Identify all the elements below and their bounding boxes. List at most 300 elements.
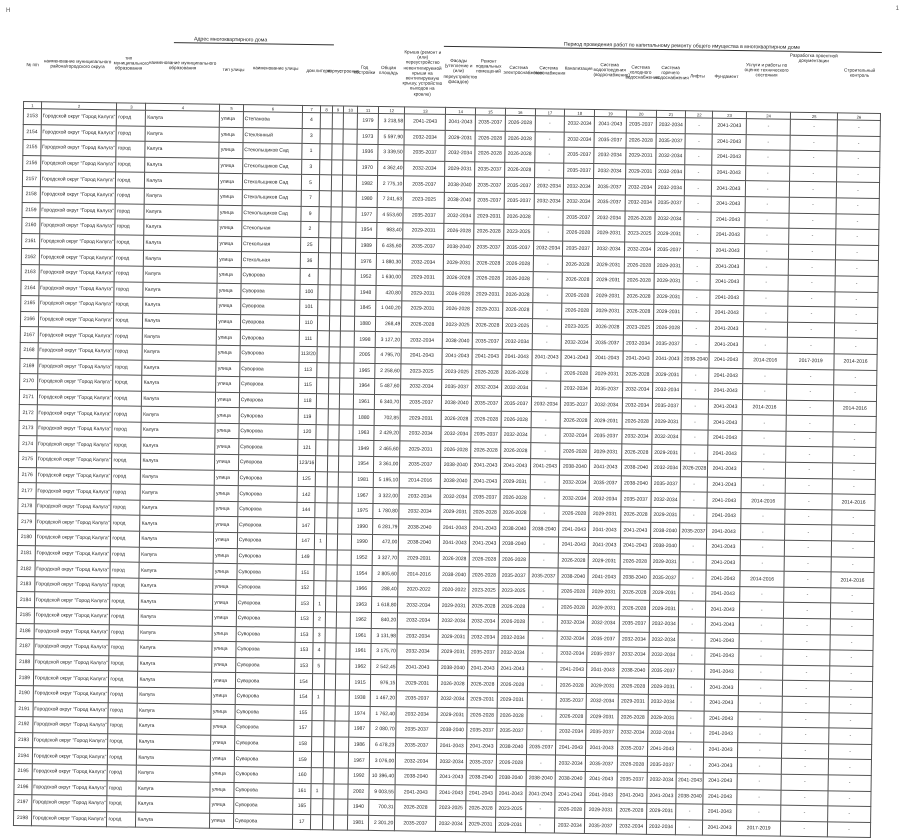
table-cell: улица [217, 267, 241, 283]
table-cell: 2026-2028 [502, 365, 532, 381]
table-cell: 2026-2028 [653, 320, 683, 336]
header-supervision: Строительный контроль [844, 67, 876, 79]
table-cell [339, 409, 353, 425]
table-cell: город [113, 359, 142, 375]
table-cell [335, 706, 349, 722]
table-cell: - [829, 681, 872, 697]
table-cell [341, 300, 355, 316]
table-cell: - [739, 649, 784, 665]
table-cell [323, 737, 335, 753]
table-cell: 2041-2043 [705, 679, 739, 695]
table-cell: 4 362,40 [378, 160, 404, 176]
table-cell: 2029-2031 [654, 258, 684, 274]
table-cell: 2035-2037 [647, 757, 677, 773]
table-cell: - [737, 742, 782, 758]
table-cell: 2032-2034 [651, 492, 681, 508]
table-cell: 2038-2040 [676, 788, 703, 804]
table-cell: 2041-2043 [623, 351, 653, 367]
table-cell: - [783, 681, 830, 697]
table-cell [319, 222, 331, 238]
table-cell [339, 456, 353, 472]
table-cell: 2190 [15, 685, 33, 701]
table-cell: - [830, 666, 873, 682]
table-cell: 420,80 [376, 285, 402, 301]
table-cell: 2032-2034 [655, 180, 685, 196]
table-cell: 2026-2028 [503, 271, 533, 287]
table-cell: 2041-2043 [555, 787, 585, 803]
table-cell: 2163 [21, 264, 39, 280]
table-cell: город [111, 515, 140, 531]
table-cell: - [831, 541, 874, 557]
table-cell [319, 191, 331, 207]
table-cell: 2 080,70 [370, 722, 396, 738]
table-cell: 2041-2043 [401, 348, 442, 364]
table-cell: 2023-2025 [623, 320, 653, 336]
table-cell: 3 [302, 159, 321, 175]
table-cell: 2041-2043 [706, 555, 740, 571]
table-cell: 2041-2043 [525, 786, 555, 802]
column-number: 26 [837, 113, 880, 121]
table-cell: 2035-2037 [590, 428, 622, 444]
table-cell: 2029-2031 [465, 816, 495, 832]
table-cell: 3 127,20 [376, 332, 402, 348]
header-street-type: тип улицы [222, 66, 245, 73]
table-cell: - [789, 244, 836, 260]
table-cell: - [836, 182, 879, 198]
table-cell: - [836, 229, 879, 245]
table-cell: 2041-2043 [653, 351, 683, 367]
column-number: 12 [379, 107, 405, 114]
table-cell: 2032-2034 [531, 396, 561, 412]
table-cell: 2026-2028 [502, 302, 532, 318]
table-cell: 2041-2043 [711, 243, 745, 259]
column-number: 25 [791, 112, 838, 120]
table-cell: 2026-2028 [474, 224, 504, 240]
table-cell: 2041-2043 [704, 711, 738, 727]
table-cell: 1987 [349, 721, 371, 737]
table-cell [326, 534, 338, 550]
table-cell: 2038-2040 [496, 739, 526, 755]
table-cell [338, 487, 352, 503]
table-cell [318, 284, 330, 300]
table-cell: 472,00 [373, 534, 399, 550]
table-cell: 1961 [353, 394, 375, 410]
table-cell: город [108, 765, 137, 781]
table-cell [330, 269, 342, 285]
table-cell: - [530, 428, 560, 444]
table-cell: 2041-2043 [712, 149, 746, 165]
table-cell: 2038-2040 [442, 333, 472, 349]
table-cell: - [785, 493, 832, 509]
table-cell: 2038-2040 [526, 771, 556, 787]
table-cell: 2026-2028 [624, 257, 654, 273]
table-cell [322, 815, 334, 831]
table-cell: 2032-2034 [444, 208, 474, 224]
table-cell [312, 736, 324, 752]
table-cell [315, 487, 327, 503]
table-cell: улица [210, 782, 234, 798]
table-cell: 2029-2031 [618, 694, 648, 710]
table-cell: - [530, 490, 560, 506]
table-cell: улица [215, 423, 239, 439]
table-cell: 2026-2028 [500, 505, 530, 521]
table-cell: 2041-2043 [703, 773, 737, 789]
table-cell: 2026-2028 [497, 708, 527, 724]
table-cell: 2 542,45 [371, 659, 397, 675]
table-cell: 2041-2043 [712, 118, 746, 134]
table-cell: 2035-2037 [648, 663, 678, 679]
table-cell: - [679, 554, 706, 570]
table-cell: улица [211, 751, 235, 767]
table-cell [314, 580, 326, 596]
table-cell: 2041-2043 [530, 459, 560, 475]
table-cell: Городской округ "Город Калуга" [31, 810, 107, 827]
table-cell [318, 300, 330, 316]
table-cell: - [525, 802, 555, 818]
table-cell: 2026-2028 [469, 598, 499, 614]
table-cell [326, 518, 338, 534]
table-cell [326, 581, 338, 597]
table-cell: Калуга [141, 422, 215, 439]
table-cell: 2032-2034 [399, 504, 440, 520]
table-cell [320, 175, 332, 191]
table-cell: 2194 [14, 748, 32, 764]
table-cell: Суворова [234, 798, 293, 814]
table-cell: - [530, 443, 560, 459]
table-cell: 2041-2043 [470, 458, 500, 474]
table-cell: Калуга [145, 157, 219, 174]
table-cell: улица [220, 111, 244, 127]
table-cell: улица [212, 673, 236, 689]
column-number: 16 [505, 108, 535, 115]
table-cell: 2 465,60 [374, 441, 400, 457]
table-cell: - [530, 474, 560, 490]
table-cell: 2035-2037 [564, 147, 594, 163]
table-cell: - [836, 213, 879, 229]
table-cell: 2041-2043 [706, 586, 740, 602]
table-cell: - [526, 724, 556, 740]
table-cell [320, 113, 332, 129]
header-electric: Система электроснабжения [503, 64, 544, 76]
table-cell: 2026-2028 [439, 551, 469, 567]
table-cell: - [679, 601, 706, 617]
table-cell: 2038-2040 [439, 567, 469, 583]
table-cell: - [527, 693, 557, 709]
table-cell: Суворова [234, 766, 293, 782]
table-cell: - [739, 602, 784, 618]
table-cell: 2035-2037 [652, 398, 682, 414]
table-cell: 2026-2028 [496, 755, 526, 771]
table-cell: 2041-2043 [704, 726, 738, 742]
table-cell: 2029-2031 [445, 161, 475, 177]
table-cell: 2032-2034 [498, 645, 528, 661]
table-cell: 2014-2016 [743, 353, 788, 369]
table-cell: 2029-2031 [625, 164, 655, 180]
table-cell: - [742, 430, 787, 446]
table-cell: - [679, 570, 706, 586]
table-cell: - [737, 727, 782, 743]
table-cell: Городской округ "Город Калуга" [37, 389, 113, 406]
table-cell: 2026-2028 [473, 271, 503, 287]
table-cell: 2175 [18, 452, 36, 468]
table-cell: Калуга [143, 313, 217, 330]
table-cell: 2041-2043 [617, 787, 647, 803]
table-cell: 2038-2040 [496, 770, 526, 786]
table-cell: - [531, 381, 561, 397]
table-cell: 2038-2040 [618, 663, 648, 679]
table-cell: - [741, 462, 786, 478]
table-cell: Калуга [137, 750, 211, 767]
table-cell: 2032-2034 [396, 706, 437, 722]
table-cell: 120 [298, 424, 317, 440]
table-cell: 2032-2034 [587, 615, 619, 631]
table-cell: Городской округ "Город Калуга" [31, 795, 107, 812]
table-cell: - [683, 320, 710, 336]
table-cell: 3 175,70 [371, 644, 397, 660]
table-cell: 4 [302, 112, 321, 128]
table-cell: 2026-2028 [501, 412, 531, 428]
table-cell: 113 [299, 362, 318, 378]
table-cell: улица [211, 704, 235, 720]
table-cell: 2026-2028 [559, 553, 589, 569]
table-cell: - [837, 135, 880, 151]
header-hot-water: Система горячего водоснабжения [655, 64, 689, 81]
table-cell: 3 [313, 627, 325, 643]
table-cell: - [531, 412, 561, 428]
table-cell: 1990 [351, 534, 373, 550]
table-cell: город [116, 157, 145, 173]
table-cell: Суворова [234, 782, 293, 798]
table-cell: 2032-2034 [622, 398, 652, 414]
table-cell: 2029-2031 [648, 679, 678, 695]
table-cell: улица [216, 392, 240, 408]
table-cell: 2026-2028 [559, 506, 589, 522]
table-cell: 2026-2028 [619, 600, 649, 616]
table-cell: 1967 [348, 752, 370, 768]
table-cell: 1962 [350, 659, 372, 675]
table-cell: 2032-2034 [401, 379, 442, 395]
table-cell [337, 581, 351, 597]
table-cell: улица [218, 205, 242, 221]
table-cell: 1989 [355, 238, 377, 254]
table-cell: 2038-2040 [499, 536, 529, 552]
table-cell: 2032-2034 [564, 132, 594, 148]
table-cell [338, 534, 352, 550]
table-cell: 4 795,70 [375, 347, 401, 363]
table-cell: 1954 [356, 222, 378, 238]
table-cell: 2029-2031 [653, 289, 683, 305]
table-cell: Калуга [138, 687, 212, 704]
table-cell: Суворова [239, 408, 298, 424]
table-cell: 2035-2037 [653, 336, 683, 352]
table-cell [313, 674, 325, 690]
table-cell [342, 207, 356, 223]
header-water-disposal: Система водоотведения (водоснабжение) [593, 62, 630, 78]
table-cell: 2041-2043 [620, 522, 650, 538]
table-cell: улица [214, 532, 238, 548]
table-cell: - [787, 400, 834, 416]
table-cell: 2041-2043 [587, 662, 619, 678]
table-cell: - [738, 696, 783, 712]
table-cell: 2032-2034 [439, 613, 469, 629]
table-cell: 2153 [23, 109, 41, 125]
table-cell: 2041-2043 [708, 414, 742, 430]
table-cell [335, 752, 349, 768]
table-cell: - [736, 805, 781, 821]
table-cell: 1 [312, 690, 324, 706]
page-corner-code: Н [6, 8, 11, 14]
table-cell: 1949 [353, 441, 375, 457]
table-cell: - [683, 274, 710, 290]
table-cell: улица [217, 283, 241, 299]
table-cell: 2035-2037 [404, 176, 445, 192]
table-cell: 2041-2043 [557, 662, 587, 678]
table-cell [338, 518, 352, 534]
table-cell: 2026-2028 [621, 444, 651, 460]
table-cell [312, 752, 324, 768]
table-cell: 2032-2034 [594, 163, 626, 179]
table-cell: 2029-2031 [650, 554, 680, 570]
table-cell [327, 487, 339, 503]
table-cell: 2032-2034 [396, 753, 437, 769]
table-cell: 2184 [17, 592, 35, 608]
table-cell: - [786, 431, 833, 447]
table-cell: 2 805,60 [372, 566, 398, 582]
table-cell: 3 076,00 [370, 753, 396, 769]
table-cell: - [679, 617, 706, 633]
table-cell: 2170 [20, 374, 38, 390]
table-cell: 2041-2043 [712, 181, 746, 197]
table-cell: 2026-2028 [556, 709, 586, 725]
table-cell: 1980 [356, 191, 378, 207]
table-cell: 2159 [22, 202, 40, 218]
table-cell: - [743, 321, 788, 337]
table-cell: 983,40 [377, 223, 403, 239]
table-cell: Городской округ "Город Калуга" [38, 311, 114, 328]
table-cell: 2035-2037 [468, 645, 498, 661]
table-cell: 2029-2031 [402, 285, 443, 301]
table-cell: 2023-2025 [403, 192, 444, 208]
table-cell: 2026-2028 [623, 366, 653, 382]
table-cell: 3 218,58 [379, 113, 405, 129]
table-cell: Городской округ "Город Калуга" [37, 374, 113, 391]
table-cell: 2176 [18, 467, 36, 483]
table-cell: Суворова [235, 720, 294, 736]
table-cell [312, 705, 324, 721]
table-cell: 9 [301, 206, 320, 222]
table-cell: - [744, 290, 789, 306]
table-cell: 4 553,60 [377, 207, 403, 223]
table-cell: Калуга [144, 204, 218, 221]
table-cell: 1880 [353, 409, 375, 425]
table-cell: - [832, 479, 875, 495]
table-cell: 2032-2034 [616, 819, 646, 835]
table-cell [331, 160, 343, 176]
table-cell: 2029-2031 [649, 601, 679, 617]
table-cell: - [737, 789, 782, 805]
table-cell: 157 [294, 721, 313, 737]
table-cell: - [830, 650, 873, 666]
table-cell: - [786, 478, 833, 494]
table-cell: 2026-2028 [625, 211, 655, 227]
table-cell: Калуга [139, 562, 213, 579]
table-cell: 1948 [355, 285, 377, 301]
table-cell: город [109, 656, 138, 672]
table-cell: - [790, 197, 837, 213]
table-cell: 2035-2037 [395, 816, 436, 832]
table-cell: город [111, 546, 140, 562]
table-cell: 2035-2037 [504, 178, 534, 194]
table-cell: 2041-2043 [709, 383, 743, 399]
table-cell: 2026-2028 [620, 554, 650, 570]
table-cell: 2032-2034 [501, 380, 531, 396]
table-cell: 2026-2028 [592, 319, 624, 335]
table-cell: улица [217, 330, 241, 346]
table-cell: 2014-2016 [832, 494, 875, 510]
table-cell: - [832, 463, 875, 479]
column-number: 20 [626, 110, 656, 117]
table-cell: 118 [298, 393, 317, 409]
table-cell: - [678, 648, 705, 664]
table-cell: 2017-2019 [787, 353, 834, 369]
table-cell: 2035-2037 [471, 396, 501, 412]
table-cell: - [528, 583, 558, 599]
table-cell: 2026-2028 [471, 411, 501, 427]
table-cell: Городской округ "Город Калуга" [40, 171, 116, 188]
table-cell: 2032-2034 [533, 240, 563, 256]
table-cell: 2029-2031 [473, 286, 503, 302]
table-cell: 2041-2043 [559, 537, 589, 553]
table-cell [328, 394, 340, 410]
table-cell: 2035-2037 [401, 395, 442, 411]
table-cell: 2038-2040 [621, 460, 651, 476]
table-cell: город [114, 266, 143, 282]
table-cell: 2 775,10 [378, 176, 404, 192]
table-cell: 2 301,20 [369, 815, 395, 831]
table-cell: 2026-2028 [475, 130, 505, 146]
table-cell: 2026-2028 [466, 801, 496, 817]
table-cell: 2171 [19, 389, 37, 405]
column-number: 23 [713, 111, 747, 118]
table-cell [329, 300, 341, 316]
table-cell: - [833, 416, 876, 432]
table-cell: Городской округ "Город Калуга" [33, 701, 109, 718]
table-cell: улица [211, 735, 235, 751]
header-cold-water: Система холодного водоснабжения [625, 64, 659, 81]
table-cell: 1990 [351, 519, 373, 535]
table-cell: 1 467,20 [371, 690, 397, 706]
table-cell: Городской округ "Город Калуга" [39, 218, 115, 235]
table-cell: 2158 [22, 186, 40, 202]
table-cell: Городской округ "Город Калуга" [32, 717, 108, 734]
table-cell: 2041-2043 [703, 789, 737, 805]
table-cell [331, 206, 343, 222]
table-cell: 2041-2043 [436, 769, 466, 785]
table-cell: город [114, 313, 143, 329]
table-cell: 2026-2028 [557, 677, 587, 693]
table-cell: - [684, 211, 711, 227]
table-cell: город [115, 219, 144, 235]
table-cell: - [828, 759, 871, 775]
table-cell [334, 783, 348, 799]
table-cell: - [684, 196, 711, 212]
header-basement: Ремонт подвальных помещений [475, 58, 502, 75]
table-cell: 1 880,30 [377, 254, 403, 270]
table-cell: - [828, 744, 871, 760]
table-cell [331, 191, 343, 207]
table-cell: 2035-2037 [501, 396, 531, 412]
table-cell: 840,20 [372, 612, 398, 628]
